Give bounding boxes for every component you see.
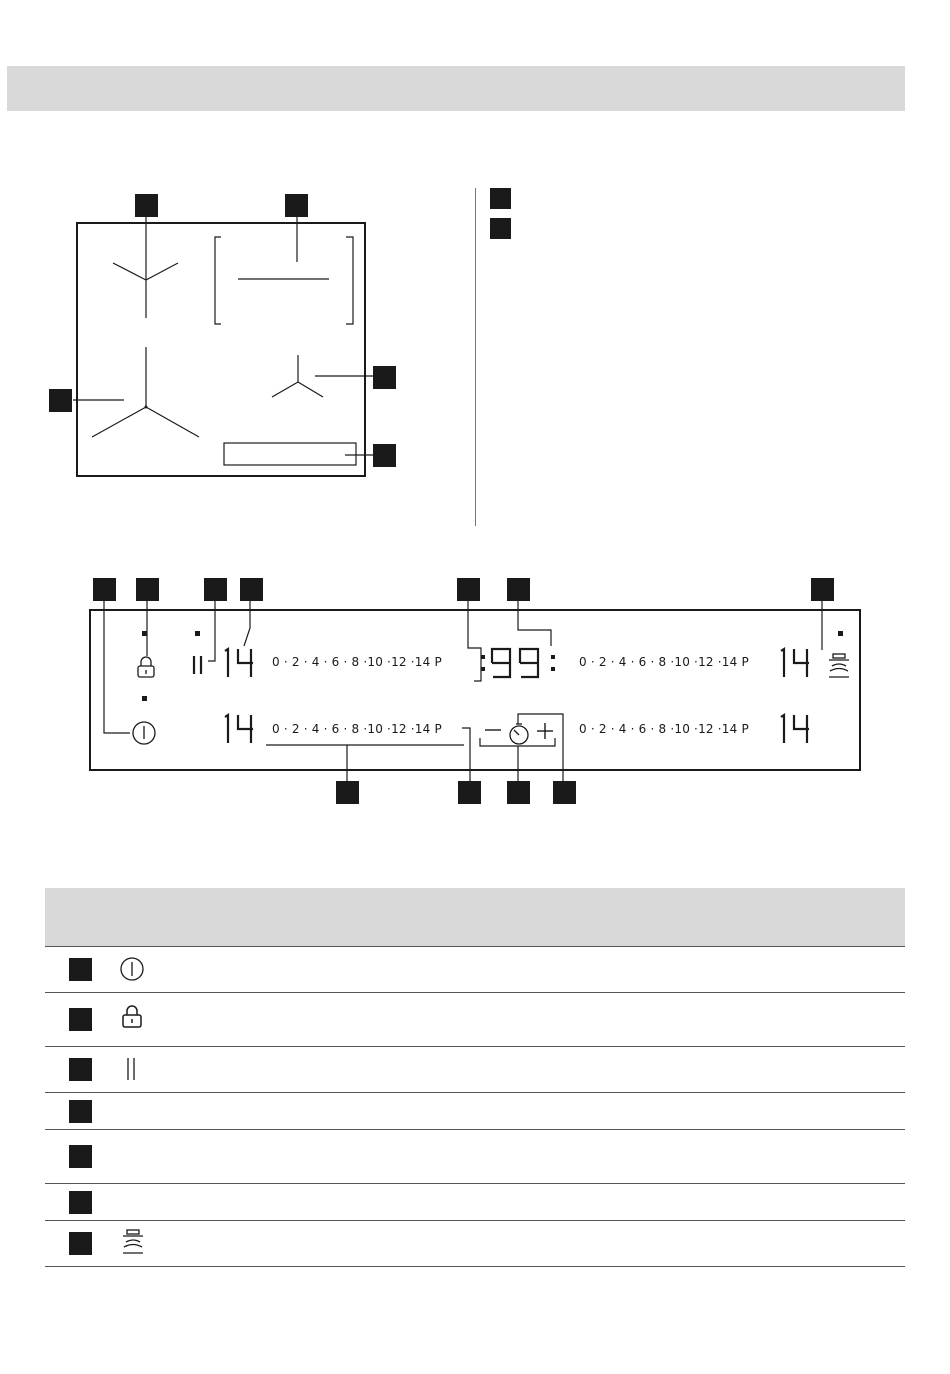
callout-square	[336, 781, 359, 804]
power-scale[interactable]: 0 · 2 · 4 · 6 · 8 ·10 ·12 ·14 P	[579, 722, 749, 736]
zone-power-display	[222, 712, 258, 746]
lock-icon[interactable]	[136, 656, 156, 678]
zone-power-display	[778, 712, 814, 746]
hob-hood-icon	[120, 1228, 146, 1256]
table-row-number	[69, 1232, 92, 1255]
table-divider	[45, 992, 905, 993]
hob-hood-icon[interactable]	[826, 652, 852, 680]
callout-square	[507, 578, 530, 601]
callout-square	[507, 781, 530, 804]
callout-square	[458, 781, 481, 804]
table-divider	[45, 946, 905, 947]
power-icon	[119, 956, 145, 982]
table-header	[45, 888, 905, 946]
power-scale[interactable]: 0 · 2 · 4 · 6 · 8 ·10 ·12 ·14 P	[272, 655, 442, 669]
callout-square	[240, 578, 263, 601]
indicator-dot	[838, 631, 843, 636]
table-divider	[45, 1046, 905, 1047]
callout-square	[136, 578, 159, 601]
callout-square	[811, 578, 834, 601]
power-scale[interactable]: 0 · 2 · 4 · 6 · 8 ·10 ·12 ·14 P	[579, 655, 749, 669]
table-row-number	[69, 1058, 92, 1081]
table-row-number	[69, 1008, 92, 1031]
timer-icon[interactable]	[506, 722, 532, 746]
timer-display	[478, 646, 562, 680]
table-row-number	[69, 958, 92, 981]
lock-icon	[121, 1004, 143, 1028]
callout-square	[457, 578, 480, 601]
callout-square	[204, 578, 227, 601]
callout-square	[93, 578, 116, 601]
indicator-dot	[142, 696, 147, 701]
indicator-dot	[142, 631, 147, 636]
power-icon[interactable]	[130, 719, 158, 747]
zone-power-display	[778, 646, 814, 680]
plus-button[interactable]	[536, 722, 554, 740]
pause-icon[interactable]	[190, 653, 206, 677]
table-row-number	[69, 1100, 92, 1123]
pause-icon	[123, 1056, 139, 1082]
table-divider	[45, 1092, 905, 1093]
power-scale[interactable]: 0 · 2 · 4 · 6 · 8 ·10 ·12 ·14 P	[272, 722, 442, 736]
minus-button[interactable]	[484, 724, 502, 736]
table-divider	[45, 1183, 905, 1184]
indicator-dot	[195, 631, 200, 636]
table-divider	[45, 1220, 905, 1221]
callout-square	[553, 781, 576, 804]
table-row-number	[69, 1191, 92, 1214]
table-divider	[45, 1266, 905, 1267]
table-row-number	[69, 1145, 92, 1168]
zone-power-display	[222, 646, 258, 680]
table-divider	[45, 1129, 905, 1130]
